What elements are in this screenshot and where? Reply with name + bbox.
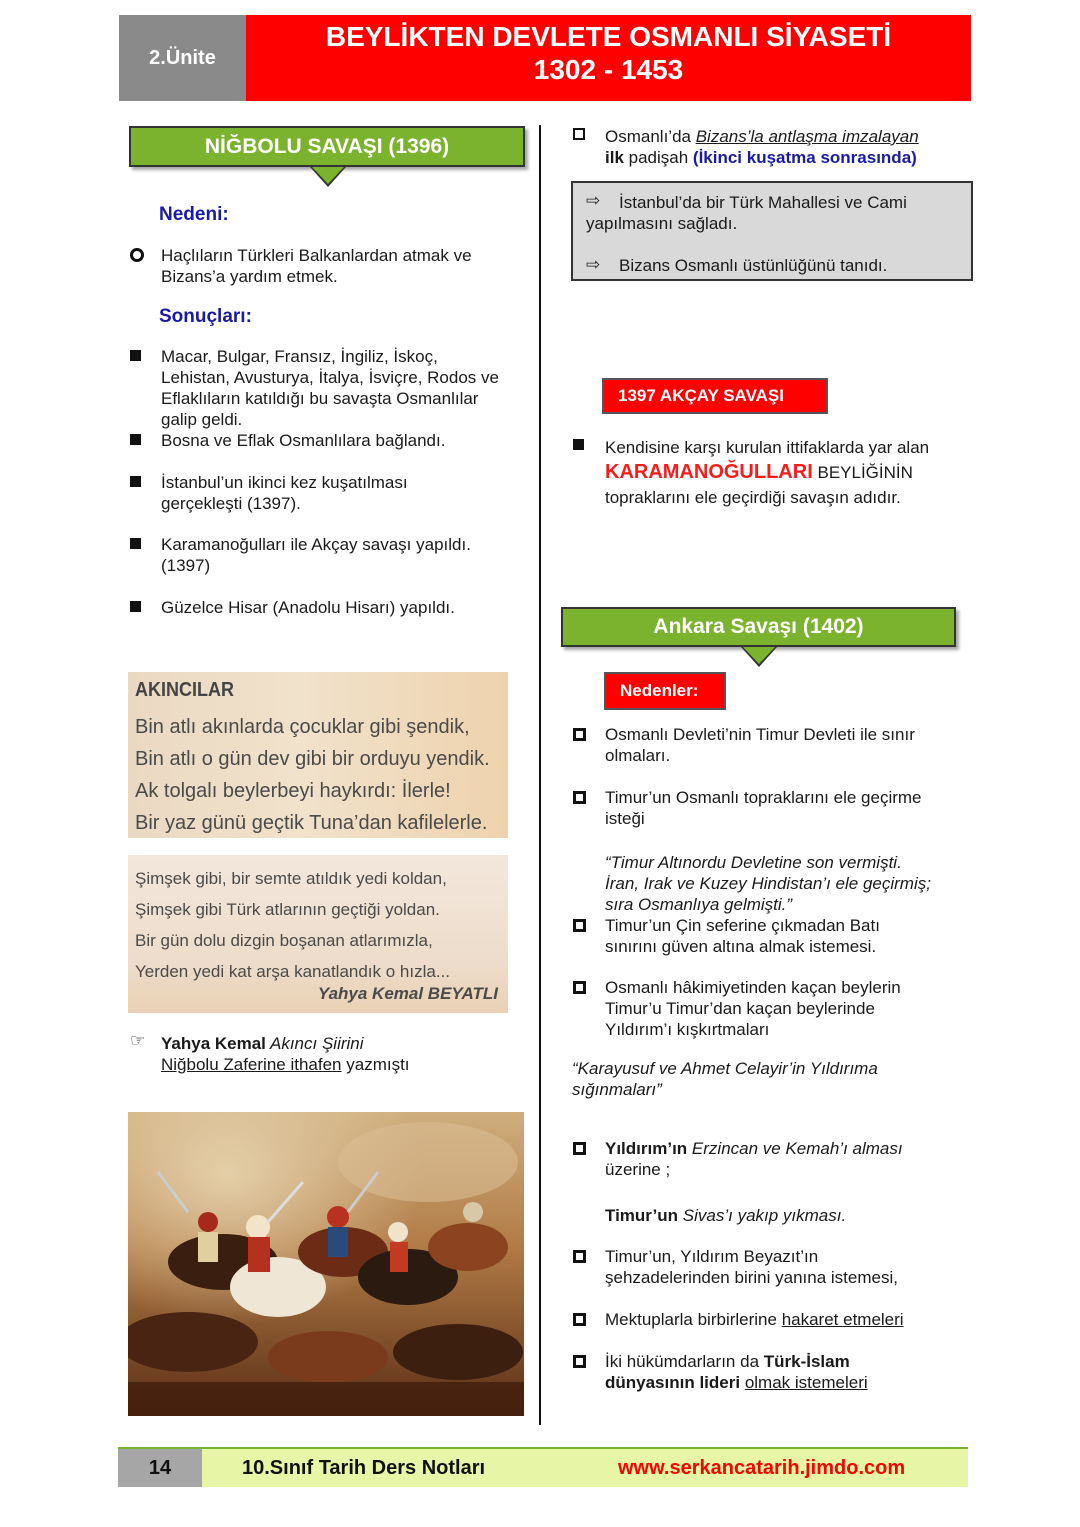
result-item: Güzelce Hisar (Anadolu Hisarı) yapıldı. <box>161 598 455 617</box>
ankara-cause-item: Timur’un Osmanlı topraklarını ele geçirme isteği <box>605 788 922 828</box>
causes-label: Nedenler: <box>604 672 726 710</box>
ankara-cause-item: Timur’un Çin seferine çıkmadan Batı sınırını güven altına almak istemesi. <box>605 916 880 956</box>
poem-image-1 <box>128 672 508 838</box>
akcay-text: Kendisine karşı kurulan ittifaklarda yar alan KARAMANOĞULLARI BEYLİĞİNİN topraklarını ele geçirdiği savaşın adıdır. <box>605 438 930 507</box>
poem-line: Bir gün dolu dizgin boşanan atlarımızla, <box>135 931 433 950</box>
cause-heading: Nedeni: <box>159 204 229 225</box>
poem-title: AKINCILAR <box>135 679 234 701</box>
ankara-quote: “Karayusuf ve Ahmet Celayir’in Yıldırıma sığınmaları” <box>572 1059 878 1099</box>
poem-author: Yahya Kemal BEYATLI <box>317 984 498 1003</box>
page-number: 14 <box>118 1449 202 1487</box>
square-bullet-icon <box>130 601 141 612</box>
checkbox-bullet-icon <box>573 1355 586 1368</box>
bizans-info-box <box>571 181 973 281</box>
ankara-cause-item: Timur’un, Yıldırım Beyazıt’ın şehzadelerinden birini yanına istemesi, <box>605 1247 898 1287</box>
ankara-subtext: Timur’un Sivas’ı yakıp yıkması. <box>605 1206 847 1225</box>
column-divider <box>539 125 541 1425</box>
nigbolu-banner-label: NİĞBOLU SAVAŞI (1396) <box>204 134 450 158</box>
page-title <box>246 15 971 101</box>
bizans-box-item: İstanbul’da bir Türk Mahallesi ve Cami yapılmasını sağladı. <box>586 193 907 233</box>
unit-label: 2.Ünite <box>119 15 246 101</box>
cause-item: Haçlıların Türkleri Balkanlardan atmak ve Bizans’a yardım etmek. <box>161 246 472 286</box>
poem-line: Yerden yedi kat arşa kanatlandık o hızla... <box>135 962 451 981</box>
nigbolu-banner <box>129 126 525 167</box>
ankara-quote: “Timur Altınordu Devletine son vermişti. İran, Irak ve Kuzey Hindistan’ı ele geçirmiş; sıra Osmanlıya gelmişti.” <box>605 853 931 914</box>
checkbox-bullet-icon <box>573 1313 586 1326</box>
ankara-cause-item: Osmanlı hâkimiyetinden kaçan beylerin Timur’u Timur’dan kaçan beylerinde Yıldırım’ı kışkırtmaları <box>605 978 901 1039</box>
ring-bullet-icon <box>130 248 144 262</box>
ankara-cause-item: Mektuplarla birbirlerine hakaret etmeleri <box>605 1310 904 1329</box>
poem-line: Bin atlı akınlarda çocuklar gibi şendik, <box>135 716 470 738</box>
footer-url-link[interactable]: www.serkancatarih.jimdo.com <box>618 1456 906 1479</box>
title-line-1: BEYLİKTEN DEVLETE OSMANLI SİYASETİ <box>325 21 892 52</box>
result-item: Macar, Bulgar, Fransız, İngiliz, İskoç, Lehistan, Avusturya, İtalya, İsviçre, Rodos ve Eflaklıların katıldığı bu savaşta Osmanlılar galip geldi. <box>161 347 499 429</box>
poem-line: Şimşek gibi, bir semte atıldık yedi koldan, <box>135 869 447 888</box>
poem-image-2 <box>128 855 508 1013</box>
poem-note: Yahya Kemal Akıncı Şiirini Niğbolu Zaferine ithafen yazmıştı <box>161 1034 410 1074</box>
square-bullet-icon <box>130 350 141 361</box>
checkbox-bullet-icon <box>573 919 586 932</box>
poem-line: Bir yaz günü geçtik Tuna’dan kafilelerle. <box>135 812 488 834</box>
checkbox-bullet-icon <box>573 1142 586 1155</box>
hand-pointer-icon: ☞ <box>130 1031 146 1050</box>
result-item: İstanbul’un ikinci kez kuşatılması gerçekleşti (1397). <box>161 473 408 513</box>
checkbox-bullet-icon <box>573 728 586 741</box>
square-bullet-icon <box>130 434 141 445</box>
square-bullet-icon <box>130 538 141 549</box>
poem-line: Şimşek gibi Türk atlarının geçtiği yoldan. <box>135 900 440 919</box>
bizans-box-item: Bizans Osmanlı üstünlüğünü tanıdı. <box>619 256 888 275</box>
checkbox-bullet-icon <box>573 1250 586 1263</box>
ankara-cause-item: Yıldırım’ın Erzincan ve Kemah’ı alması üzerine ; <box>605 1139 903 1179</box>
poem-line: Ak tolgalı beylerbeyi haykırdı: İlerle! <box>135 780 451 802</box>
akcay-label: 1397 AKÇAY SAVAŞI <box>602 378 828 414</box>
ankara-banner <box>561 607 956 647</box>
square-bullet-icon <box>573 439 584 450</box>
arrow-right-icon: ⇨ <box>586 191 601 210</box>
square-bullet-icon <box>130 476 141 487</box>
bizans-text: Osmanlı’da Bizans’la antlaşma imzalayan ilk padişah (İkinci kuşatma sonrasında) <box>605 127 919 167</box>
checkbox-bullet-icon <box>573 128 585 140</box>
battle-painting <box>128 1112 524 1416</box>
footer-title: 10.Sınıf Tarih Ders Notları <box>242 1456 486 1479</box>
checkbox-bullet-icon <box>573 981 586 994</box>
ankara-cause-item: Osmanlı Devleti’nin Timur Devleti ile sınır olmaları. <box>605 725 915 765</box>
ankara-cause-item: İki hükümdarların da Türk-İslam dünyasının lideri olmak istemeleri <box>605 1352 868 1392</box>
result-item: Bosna ve Eflak Osmanlılara bağlandı. <box>161 431 446 450</box>
ankara-banner-label: Ankara Savaşı (1402) <box>653 615 864 638</box>
title-line-2: 1302 - 1453 <box>533 54 684 85</box>
arrow-right-icon: ⇨ <box>586 255 601 274</box>
results-heading: Sonuçları: <box>159 306 252 327</box>
poem-line: Bin atlı o gün dev gibi bir orduyu yendik. <box>135 748 490 770</box>
checkbox-bullet-icon <box>573 791 586 804</box>
result-item: Karamanoğulları ile Akçay savaşı yapıldı. (1397) <box>161 535 471 575</box>
